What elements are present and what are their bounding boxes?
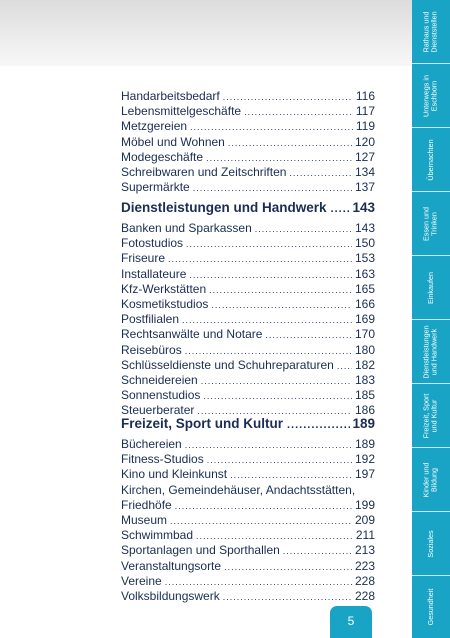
toc-entry[interactable]: Museum ..... 209: [121, 513, 375, 528]
toc-entry[interactable]: Handarbeitsbedarf ..... 116: [121, 89, 375, 104]
section-title: Freizeit, Sport und Kultur: [121, 416, 283, 431]
section-title: Dienstleistungen und Handwerk: [121, 200, 327, 215]
toc-entry[interactable]: Fitness-Studios ..... 192: [121, 452, 375, 467]
toc-entry[interactable]: Supermärkte ..... 137: [121, 180, 375, 195]
toc-entry-line1[interactable]: Kirchen, Gemeindehäuser, Andachtsstätten,: [121, 482, 356, 497]
toc-entry[interactable]: Postfilialen ..... 169: [121, 312, 375, 327]
toc-section-heading[interactable]: [121, 198, 375, 218]
toc-entry[interactable]: Rechtsanwälte und Notare ..... 170: [121, 327, 375, 342]
tab-uebernachten[interactable]: Übernachten: [412, 128, 450, 192]
toc-entry[interactable]: Fotostudios ..... 150: [121, 236, 375, 251]
toc-entry[interactable]: Lebensmittelgeschäfte ..... 117: [121, 104, 375, 119]
page-number: 5: [330, 606, 372, 638]
toc-entry[interactable]: Kosmetikstudios ..... 166: [121, 297, 375, 312]
toc-entry[interactable]: Schlüsseldienste und Schuhreparaturen ..... 182: [121, 358, 375, 373]
section-page: 189: [352, 416, 375, 431]
toc-entry[interactable]: Installateure ..... 163: [121, 267, 375, 282]
tab-kinder[interactable]: Kinder und Bildung: [412, 448, 450, 512]
toc-entry[interactable]: Friedhöfe ..... 199: [121, 498, 375, 513]
toc-entry[interactable]: Modegeschäfte ..... 127: [121, 150, 375, 165]
toc-entry[interactable]: Kino und Kleinkunst ..... 197: [121, 467, 375, 482]
toc-group-shopping: [121, 89, 375, 195]
toc-entry[interactable]: Möbel und Wohnen ..... 120: [121, 135, 375, 150]
tab-soziales[interactable]: Soziales: [412, 512, 450, 576]
toc-entry[interactable]: Sonnenstudios ..... 185: [121, 388, 375, 403]
toc-entry[interactable]: Metzgereien ..... 119: [121, 119, 375, 134]
toc-entry[interactable]: Schneidereien ..... 183: [121, 373, 375, 388]
tab-unterwegs[interactable]: Unterwegs in Eschborn: [412, 64, 450, 128]
tab-einkaufen[interactable]: Einkaufen: [412, 256, 450, 320]
toc-entry[interactable]: Veranstaltungsorte ..... 223: [121, 559, 375, 574]
toc-entry[interactable]: Büchereien ..... 189: [121, 437, 375, 452]
tab-gesundheit[interactable]: Gesundheit: [425, 588, 435, 626]
toc-section-heading[interactable]: [121, 414, 375, 434]
tab-rathaus[interactable]: Rathaus und Dienststellen: [412, 0, 450, 64]
chapter-sidebar: [412, 0, 450, 638]
toc-entry[interactable]: Volksbildungswerk ..... 228: [121, 589, 375, 604]
toc-entry[interactable]: Friseure ..... 153: [121, 251, 375, 266]
tab-freizeit[interactable]: Freizeit, Sport und Kultur: [412, 384, 450, 448]
toc-group-leisure: [121, 437, 375, 604]
toc-group-services: [121, 221, 375, 418]
toc-entry[interactable]: Reisebüros ..... 180: [121, 343, 375, 358]
toc-entry[interactable]: Schwimmbad ..... 211: [121, 528, 375, 543]
section-page: 143: [352, 200, 375, 215]
tab-essen[interactable]: Essen und Trinken: [412, 192, 450, 256]
tab-dienstleistungen[interactable]: Dienstleistungen und Handwerk: [412, 320, 450, 384]
header-band: [0, 0, 412, 66]
toc-entry[interactable]: Sportanlagen und Sporthallen ..... 213: [121, 543, 375, 558]
toc-entry[interactable]: Schreibwaren und Zeitschriften ..... 134: [121, 165, 375, 180]
toc-entry[interactable]: Banken und Sparkassen ..... 143: [121, 221, 375, 236]
toc-entry[interactable]: Kfz-Werkstätten ..... 165: [121, 282, 375, 297]
toc-entry[interactable]: Vereine ..... 228: [121, 574, 375, 589]
toc-entry[interactable]: Steuerberater ..... 186: [121, 403, 375, 418]
